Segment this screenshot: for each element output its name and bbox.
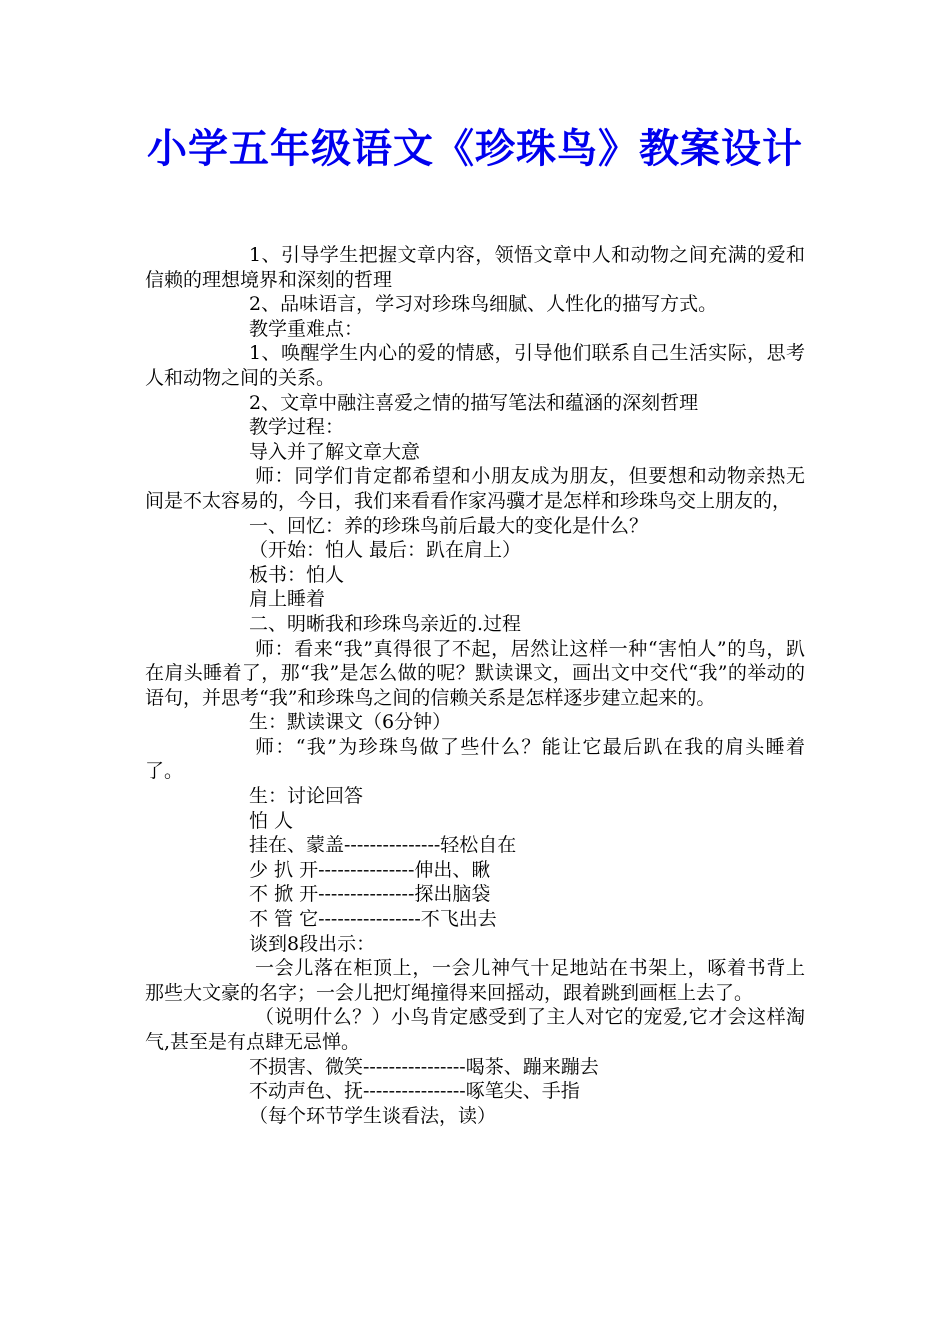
paragraph-board-writing: 板书：怕人 bbox=[249, 563, 345, 586]
heading-teaching-process: 教学过程： bbox=[249, 416, 345, 439]
paragraph-start-end: （开始：怕人 最后：趴在肩上） bbox=[249, 539, 522, 562]
paragraph-silent-reading: 生：默读课文（6分钟） bbox=[249, 711, 452, 734]
paragraph-calm-stroke: 不动声色、抚----------------啄笔尖、手指 bbox=[249, 1080, 580, 1103]
paragraph-goal-1: 1、引导学生把握文章内容，领悟文章中人和动物之间充满的爱和信赖的理想境界和深刻的哲理 bbox=[145, 244, 805, 291]
paragraph-not-bother: 不 管 它----------------不飞出去 bbox=[249, 908, 497, 931]
paragraph-teacher-intro: 师：同学们肯定都希望和小朋友成为朋友，但要想和动物亲热无间是不太容易的，今日，我们来看看作家冯骥才是怎样和珍珠鸟交上朋友的， bbox=[145, 465, 805, 512]
paragraph-key-point-2: 2、文章中融注喜爱之情的描写笔法和蕴涵的深刻哲理 bbox=[249, 391, 699, 414]
paragraph-discussion: 生：讨论回答 bbox=[249, 785, 364, 808]
heading-key-points: 教学重难点： bbox=[249, 317, 364, 340]
paragraph-not-lift: 不 掀 开---------------探出脑袋 bbox=[249, 883, 491, 906]
paragraph-sleeping-on-shoulder: 肩上睡着 bbox=[249, 588, 326, 611]
paragraph-teacher-question: 师：看来“我”真得很了不起，居然让这样一种“害怕人”的鸟，趴在肩头睡着了，那“我”是怎么做的呢？默读课文，画出文中交代“我”的举动的语句，并思考“我”和珍珠鸟之间的信赖关系是怎样逐步建立起来的。 bbox=[145, 637, 805, 709]
paragraph-section-one: 一、回忆：养的珍珠鸟前后最大的变化是什么？ bbox=[249, 514, 649, 537]
paragraph-introduction: 导入并了解文章大意 bbox=[249, 440, 421, 463]
paragraph-afraid: 怕 人 bbox=[249, 809, 294, 832]
paragraph-key-point-1: 1、唤醒学生内心的爱的情感，引导他们联系自己生活实际，思考人和动物之间的关系。 bbox=[145, 342, 805, 389]
paragraph-quote: 一会儿落在柜顶上，一会儿神气十足地站在书架上，啄着书背上那些大文豪的名字；一会儿把灯绳撞得来回摇动，跟着跳到画框上去了。 bbox=[145, 957, 805, 1004]
paragraph-goal-2: 2、品味语言，学习对珍珠鸟细腻、人性化的描写方式。 bbox=[249, 293, 718, 316]
paragraph-section-two: 二、明晰我和珍珠鸟亲近的.过程 bbox=[249, 612, 522, 635]
paragraph-student-views: （每个环节学生谈看法，读） bbox=[249, 1104, 497, 1127]
paragraph-hang-cover: 挂在、蒙盖---------------轻松自在 bbox=[249, 834, 517, 857]
paragraph-no-harm: 不损害、微笑----------------喝茶、蹦来蹦去 bbox=[249, 1055, 599, 1078]
paragraph-teacher-ask: 师：“我”为珍珠鸟做了些什么？能让它最后趴在我的肩头睡着了。 bbox=[145, 735, 805, 783]
paragraph-less-open: 少 扒 开---------------伸出、瞅 bbox=[249, 858, 491, 881]
paragraph-explanation: （说明什么？）小鸟肯定感受到了主人对它的宠爱,它才会这样淘气,甚至是有点肆无忌惮。 bbox=[145, 1006, 805, 1053]
document-body bbox=[145, 243, 805, 1128]
paragraph-section-eight: 谈到8段出示： bbox=[249, 932, 376, 955]
document-title: 小学五年级语文《珍珠鸟》教案设计 bbox=[147, 125, 803, 172]
